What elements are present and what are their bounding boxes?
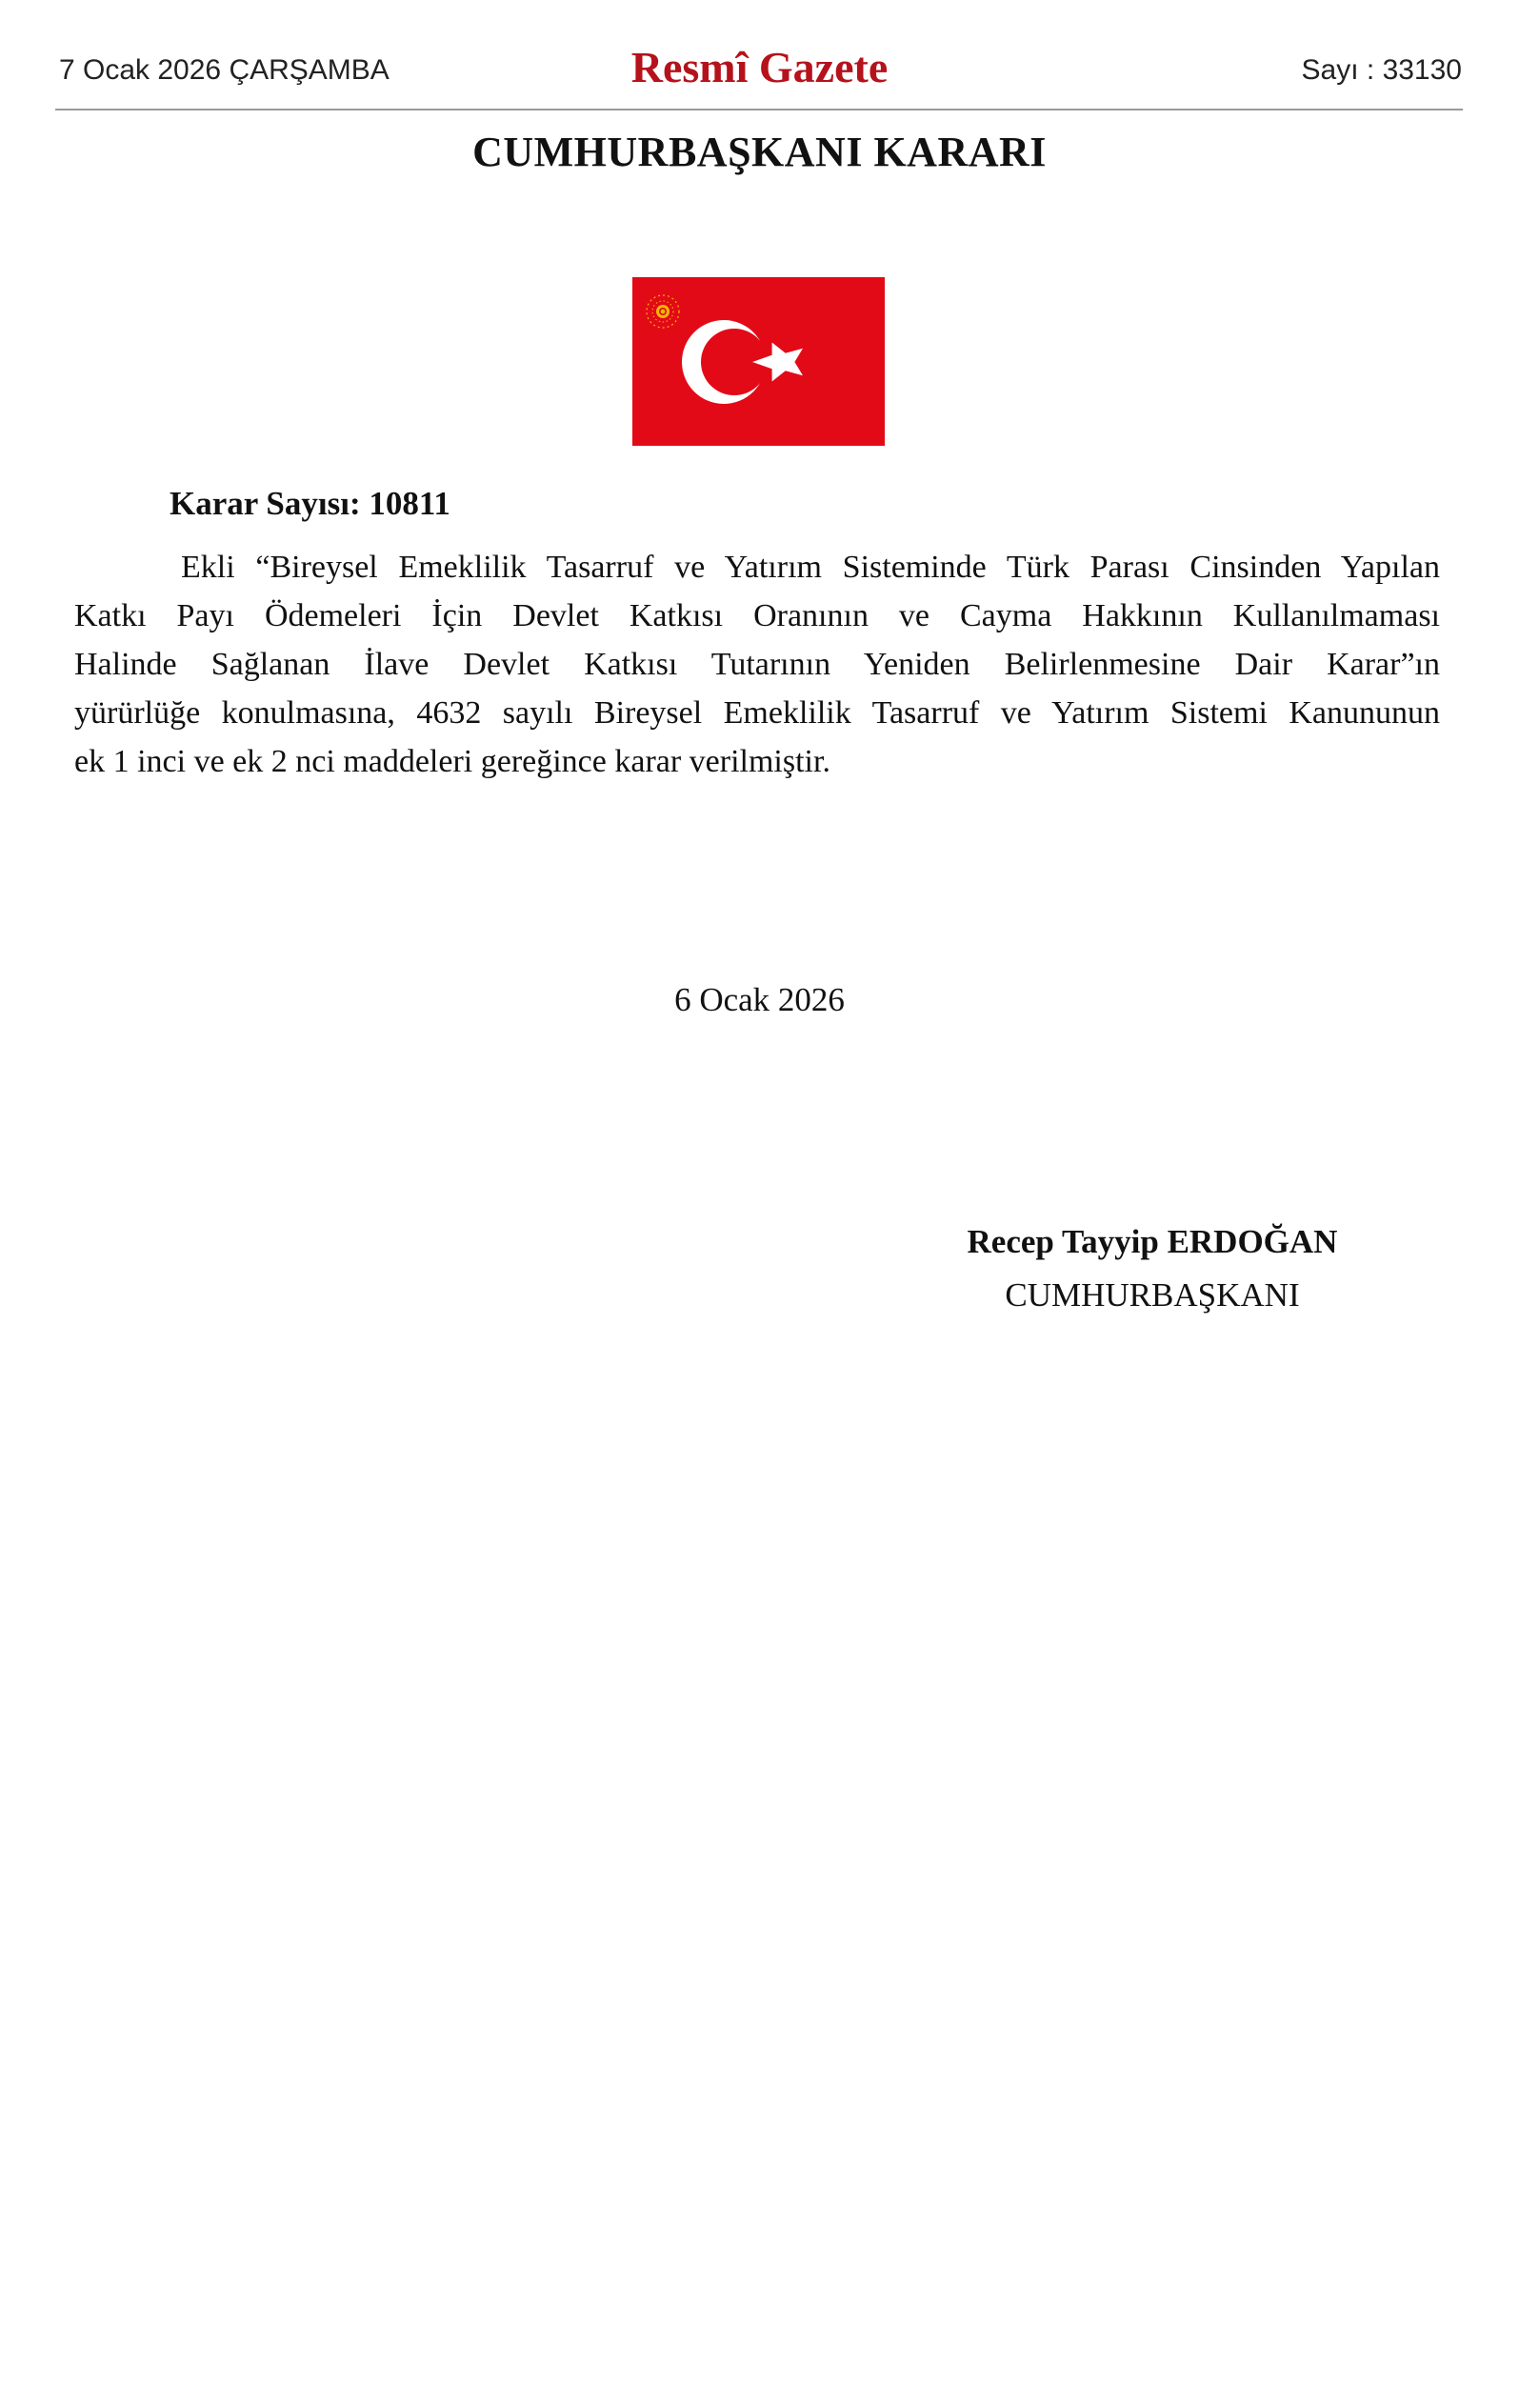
document-title: CUMHURBAŞKANI KARARI: [472, 129, 1047, 175]
turkish-flag-with-presidential-seal-icon: [632, 277, 885, 446]
signature-block: [933, 1217, 1371, 1324]
signer-surname: ERDOĞAN: [1167, 1223, 1338, 1260]
signer-given-names: Recep Tayyip: [967, 1223, 1168, 1260]
body-line: yürürlüğe konulmasına, 4632 sayılı Bireysel Emeklilik Tasarruf ve Yatırım Sistemi Kanununun: [74, 695, 1440, 731]
decision-body: [74, 543, 1440, 786]
signer-name: [933, 1217, 1371, 1267]
gazette-name: Resmî Gazete: [630, 43, 889, 91]
issue-number: Sayı : 33130: [1301, 54, 1462, 86]
signer-title: CUMHURBAŞKANI: [1005, 1276, 1300, 1314]
decision-date: 6 Ocak 2026: [674, 981, 845, 1018]
body-line: Halinde Sağlanan İlave Devlet Katkısı Tutarının Yeniden Belirlenmesine Dair Karar”ın: [74, 647, 1440, 682]
decision-number: Karar Sayısı: 10811: [170, 485, 450, 522]
body-line: Ekli “Bireysel Emeklilik Tasarruf ve Yatırım Sisteminde Türk Parası Cinsinden Yapılan: [181, 550, 1440, 585]
body-line: ek 1 inci ve ek 2 nci maddeleri gereğince karar verilmiştir.: [74, 744, 830, 779]
body-line: Katkı Payı Ödemeleri İçin Devlet Katkısı Oranının ve Cayma Hakkının Kullanılmaması: [74, 598, 1440, 633]
header-divider: [55, 109, 1463, 110]
header-date: 7 Ocak 2026 ÇARŞAMBA: [59, 54, 390, 86]
